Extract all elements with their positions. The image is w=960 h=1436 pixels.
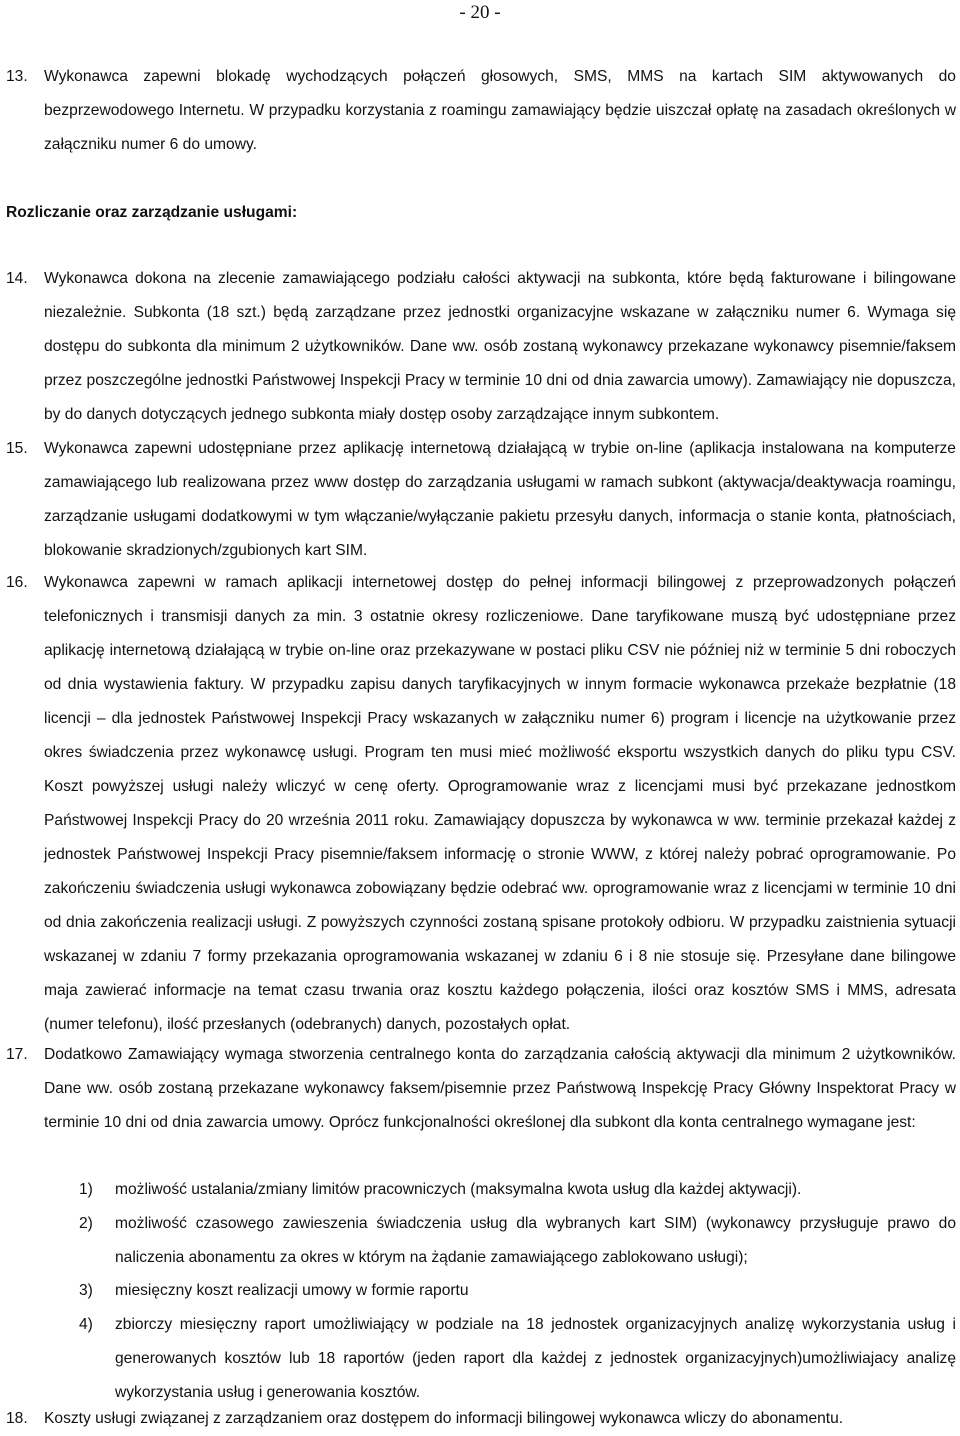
item-number: 14. [6, 270, 28, 287]
item-number: 13. [6, 68, 28, 85]
list-item-18 [6, 1402, 956, 1436]
sublist-item-4 [79, 1308, 956, 1410]
subitem-text: zbiorczy miesięczny raport umożliwiający w podziale na 18 jednostek organizacyjnych analizę wykorzystania usług i generowanych kosztów lub 18 raportów (jeden raport dla każdej z jednostek organizacyjnych)umożliwiajacy analizę wykorzystania usług i generowania kosztów. [115, 1316, 956, 1401]
subitem-text: miesięczny koszt realizacji umowy w formie raportu [115, 1282, 469, 1299]
section-heading: Rozliczanie oraz zarządzanie usługami: [6, 204, 298, 221]
subitem-text: możliwość ustalania/zmiany limitów pracowniczych (maksymalna kwota usług dla każdej aktywacji). [115, 1181, 802, 1198]
sublist-item-3 [79, 1274, 956, 1308]
item-text: Wykonawca zapewni blokadę wychodzących połączeń głosowych, SMS, MMS na kartach SIM aktywowanych do bezprzewodowego Internetu. W przypadku korzystania z roamingu zamawiający będzie uiszczał opłatę na zasadach określonych w załączniku numer 6 do umowy. [44, 68, 956, 153]
list-item-16 [6, 566, 956, 1042]
list-item-17 [6, 1038, 956, 1140]
item-text: Wykonawca dokona na zlecenie zamawiającego podziału całości aktywacji na subkonta, które będą fakturowane i bilingowane niezależnie. Subkonta (18 szt.) będą zarządzane przez jednostki organizacyjne wskazane w załączniku numer 6. Wymaga się dostępu do subkonta dla minimum 2 użytkowników. Dane ww. osób zostaną wykonawcy przekazane wykonawcy pisemnie/faksem przez poszczególne jednostki Państwowej Inspekcji Pracy w terminie 10 dni od dnia zawarcia umowy). Zamawiający nie dopuszcza, by do danych dotyczących jednego subkonta miały dostęp osoby zarządzające innym subkontem. [44, 270, 956, 423]
item-text: Koszty usługi związanej z zarządzaniem oraz dostępem do informacji bilingowej wykonawca wliczy do abonamentu. [44, 1410, 844, 1427]
item-number: 15. [6, 440, 28, 457]
subitem-number: 2) [79, 1215, 93, 1232]
sublist-item-1 [79, 1173, 956, 1207]
item-text: Dodatkowo Zamawiający wymaga stworzenia centralnego konta do zarządzania całością aktywacji dla minimum 2 użytkowników. Dane ww. osób zostaną przekazane wykonawcy faksem/pisemnie przez Państwową Inspekcję Pracy Główny Inspektorat Pracy w terminie 10 dni od dnia zawarcia umowy. Oprócz funkcjonalności określonej dla subkont dla konta centralnego wymagane jest: [44, 1046, 956, 1131]
subitem-number: 4) [79, 1316, 93, 1333]
item-number: 17. [6, 1046, 28, 1063]
subitem-number: 1) [79, 1181, 93, 1198]
item-text: Wykonawca zapewni w ramach aplikacji internetowej dostęp do pełnej informacji bilingowej z przeprowadzonych połączeń telefonicznych i transmisji danych za min. 3 ostatnie okresy rozliczeniowe. Dane taryfikowane muszą być udostępniane przez aplikację internetową działającą w trybie on-line oraz przekazywane w postaci pliku CSV nie później niż w terminie 5 dni roboczych od dnia wystawienia faktury. W przypadku zapisu danych taryfikacyjnych w innym formacie wykonawca przekaże bezpłatnie (18 licencji – dla jednostek Państwowej Inspekcji Pracy wskazanych w załączniku numer 6) program i licencje na użytkowanie przez okres świadczenia przez wykonawcę usługi. Program ten musi mieć możliwość eksportu wszystkich danych do pliku typu CSV. Koszt powyższej usługi należy wliczyć w cenę oferty. Oprogramowanie wraz z licencjami musi być przekazane jednostkom Państwowej Inspekcji Pracy do 20 września 2011 roku. Zamawiający dopuszcza by wykonawca w ww. terminie przekazał każdej z jednostek Państwowej Inspekcji Pracy pisemnie/faksem informację o stronie WWW, z której należy pobrać oprogramowanie. Po zakończeniu świadczenia usługi wykonawca zobowiązany będzie odebrać ww. oprogramowanie wraz z licencjami w terminie 10 dni od dnia zakończenia realizacji usługi. Z powyższych czynności zostaną spisane protokoły odbioru. W przypadku zaistnienia sytuacji wskazanej w zdaniu 7 formy przekazania oprogramowania wskazanej w zdaniu 6 i 8 nie stosuje się. Przesyłane dane bilingowe maja zawierać informacje na temat czasu trwania oraz kosztu każdego połączenia, ilości oraz kosztów SMS i MMS, adresata (numer telefonu), ilość przesłanych (odebranych) danych, pozostałych opłat. [44, 574, 956, 1033]
sublist-item-2 [79, 1207, 956, 1275]
item-text: Wykonawca zapewni udostępniane przez aplikację internetową działającą w trybie on-line (aplikacja instalowana na komputerze zamawiającego lub realizowana przez www dostęp do zarządzania usługami w ramach subkont (aktywacja/deaktywacja roamingu, zarządzanie usługami dodatkowymi w tym włączanie/wyłączanie pakietu przesyłu danych, informacja o stanie konta, płatnościach, blokowanie skradzionych/zgubionych kart SIM. [44, 440, 956, 559]
list-item-14 [6, 262, 956, 432]
list-item-15 [6, 432, 956, 568]
list-item-13 [6, 60, 956, 162]
item-number: 16. [6, 574, 28, 591]
subitem-number: 3) [79, 1282, 93, 1299]
subitem-text: możliwość czasowego zawieszenia świadczenia usług dla wybranych kart SIM) (wykonawcy przysługuje prawo do naliczenia abonamentu za okres w którym na żądanie zamawiającego zablokowano usługi); [115, 1215, 956, 1266]
page-number: - 20 - [459, 2, 501, 23]
item-number: 18. [6, 1410, 28, 1427]
